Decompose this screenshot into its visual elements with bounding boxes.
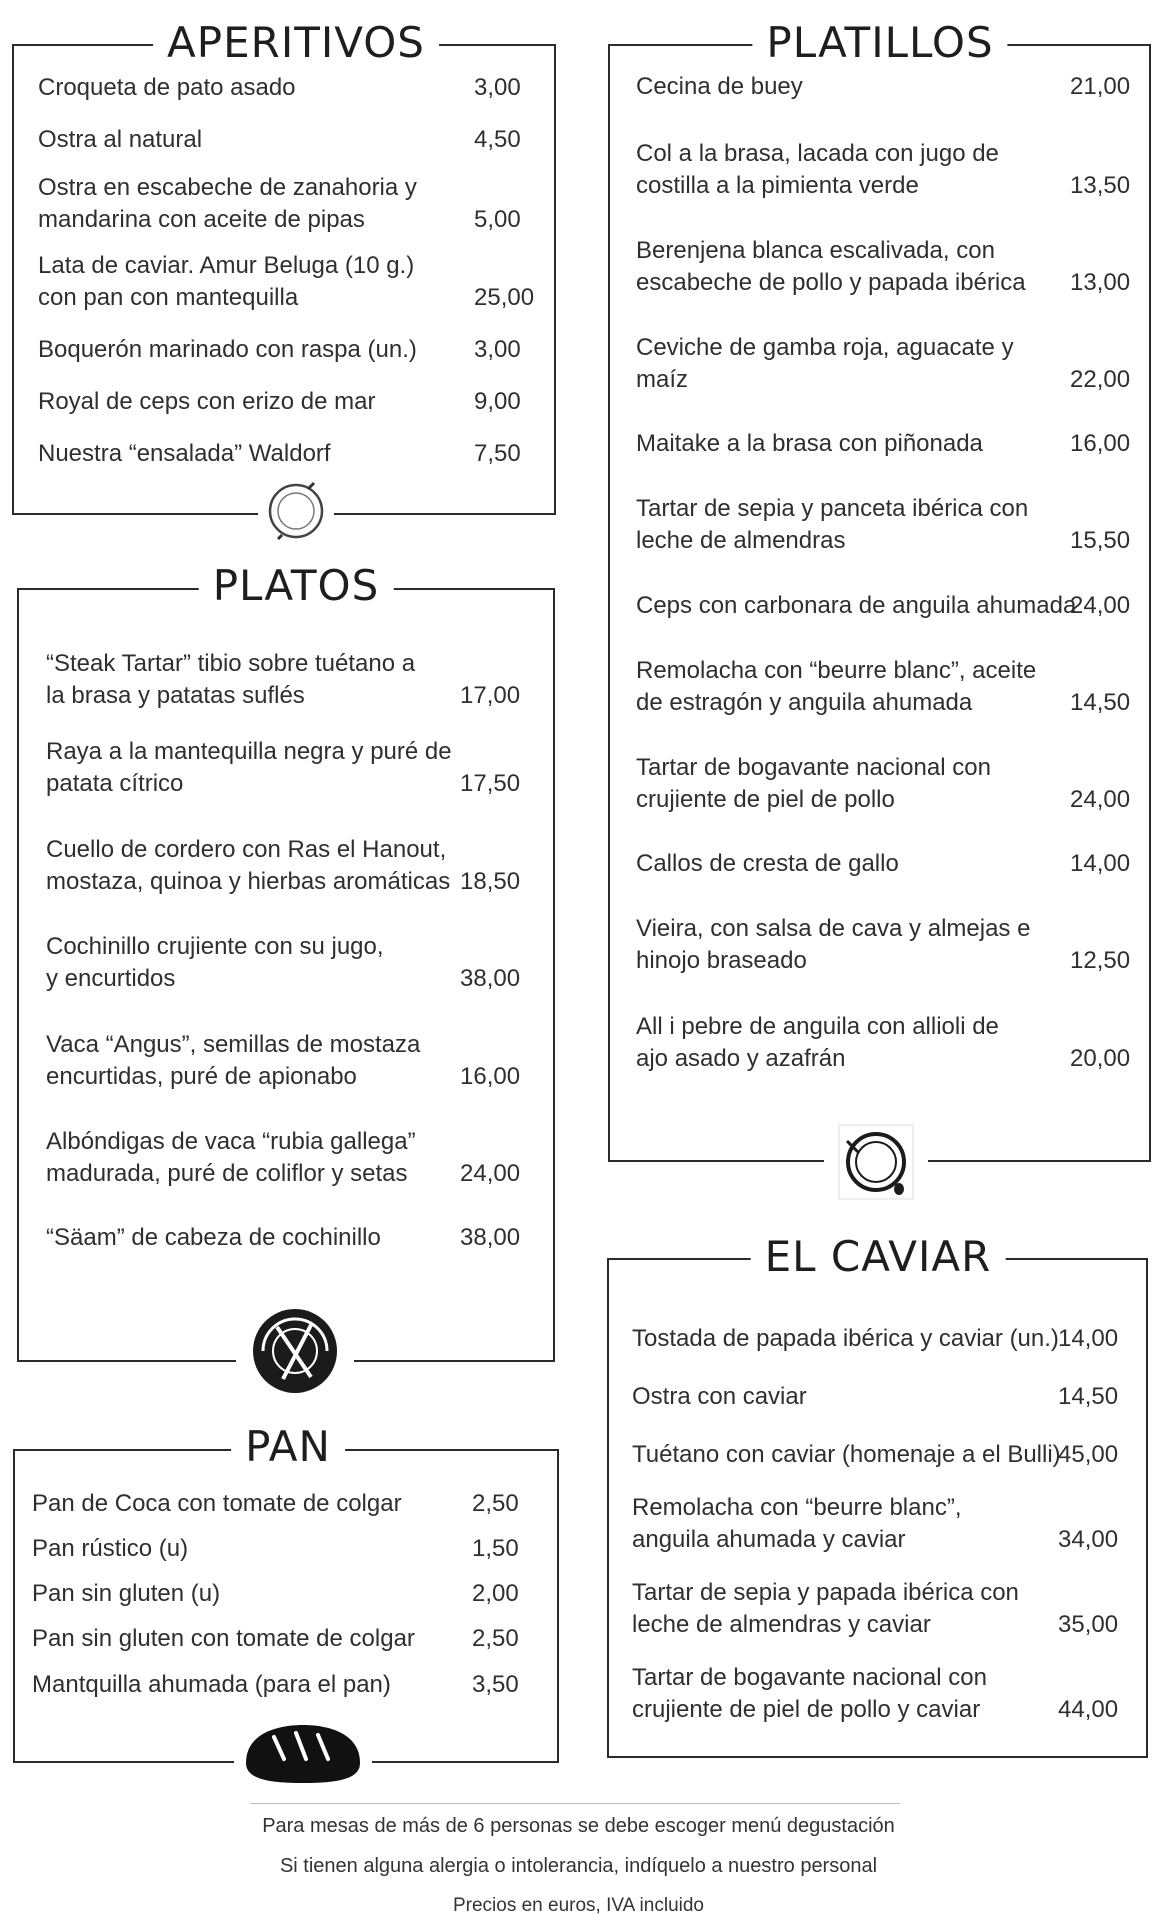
dish-name: Albóndigas de vaca “rubia gallega” madurada, puré de coliflor y setas — [46, 1128, 416, 1187]
dish-price: 24,00 — [460, 1160, 521, 1187]
platillos-menu-item — [636, 995, 1136, 1075]
dish-name: Cecina de buey — [636, 73, 803, 100]
platillos-title: PLATILLOS — [752, 22, 1007, 64]
dish-name: Remolacha con “beurre blanc”, aceite de estragón y anguila ahumada — [636, 657, 1037, 716]
dish-name: Tostada de papada ibérica y caviar (un.) — [632, 1325, 1059, 1352]
dish-price: 18,50 — [460, 868, 521, 895]
dish-price: 16,00 — [460, 1063, 521, 1090]
dish-name: Boquerón marinado con raspa (un.) — [38, 336, 417, 363]
dish-price: 14,50 — [1058, 1383, 1119, 1410]
dish-price: 14,00 — [1058, 1325, 1119, 1352]
dish-name: Croqueta de pato asado — [38, 74, 296, 101]
platillos-menu-item — [636, 219, 1136, 299]
dish-price: 14,00 — [1070, 850, 1131, 877]
dark-plate-cutlery-icon — [824, 1118, 928, 1206]
platos-menu-item — [46, 1013, 546, 1093]
dish-name: Maitake a la brasa con piñonada — [636, 430, 983, 457]
dish-price: 21,00 — [1070, 73, 1131, 100]
dish-name: Pan de Coca con tomate de colgar — [32, 1490, 402, 1517]
dish-price: 17,50 — [460, 770, 521, 797]
dish-price: 45,00 — [1058, 1441, 1119, 1468]
dish-price: 3,00 — [474, 74, 521, 101]
caviar-menu-item — [632, 1391, 1132, 1471]
dish-price: 9,00 — [474, 388, 521, 415]
platillos-menu-item — [636, 380, 1136, 460]
dish-name: Tartar de sepia y papada ibérica con leche de almendras y caviar — [632, 1579, 1019, 1638]
dish-name: Cuello de cordero con Ras el Hanout, mostaza, quinoa y hierbas aromáticas — [46, 836, 451, 895]
dish-name: Raya a la mantequilla negra y puré de patata cítrico — [46, 738, 452, 797]
dish-price: 44,00 — [1058, 1696, 1119, 1723]
dish-name: Tartar de sepia y panceta ibérica con leche de almendras — [636, 495, 1029, 554]
dish-price: 5,00 — [474, 206, 521, 233]
dish-name: Col a la brasa, lacada con jugo de costilla a la pimienta verde — [636, 140, 999, 199]
plate-fork-icon — [258, 478, 334, 544]
dish-name: All i pebre de anguila con allioli de ajo asado y azafrán — [636, 1013, 999, 1072]
dish-name: Pan sin gluten con tomate de colgar — [32, 1625, 415, 1652]
aperitivos-menu-item — [38, 76, 558, 156]
dish-price: 25,00 — [474, 284, 535, 311]
dish-name: Pan rústico (u) — [32, 1535, 189, 1562]
dish-name: Nuestra “ensalada” Waldorf — [38, 440, 331, 467]
dish-name: “Steak Tartar” tibio sobre tuétano a la brasa y patatas suflés — [46, 650, 416, 709]
dish-name: Vieira, con salsa de cava y almejas e hinojo braseado — [636, 915, 1031, 974]
footer-note-allergy: Si tienen alguna alergia o intolerancia, indíquelo a nuestro personal — [279, 1855, 878, 1877]
aperitivos-title: APERITIVOS — [153, 22, 439, 64]
dish-name: Tuétano con caviar (homenaje a el Bulli) — [632, 1441, 1061, 1468]
dish-name: Royal de ceps con erizo de mar — [38, 388, 376, 415]
dish-price: 38,00 — [460, 965, 521, 992]
dish-name: Lata de caviar. Amur Beluga (10 g.) con pan con mantequilla — [38, 252, 415, 311]
footer-note-group-size: Para mesas de más de 6 personas se debe escoger menú degustación — [262, 1815, 895, 1837]
dish-name: Callos de cresta de gallo — [636, 850, 899, 877]
dish-name: Ceps con carbonara de anguila ahumada — [636, 592, 1077, 619]
platos-menu-item — [46, 632, 546, 712]
dish-price: 13,50 — [1070, 172, 1131, 199]
aperitivos-menu-item — [38, 156, 558, 236]
dish-price: 22,00 — [1070, 366, 1131, 393]
dish-name: “Säam” de cabeza de cochinillo — [46, 1224, 381, 1251]
dish-price: 14,50 — [1070, 689, 1131, 716]
dish-price: 3,50 — [472, 1671, 519, 1698]
platos-title: PLATOS — [199, 565, 394, 607]
dish-price: 34,00 — [1058, 1526, 1119, 1553]
footer-divider — [250, 1803, 900, 1804]
dish-name: Tartar de bogavante nacional con crujiente de piel de pollo y caviar — [632, 1664, 987, 1723]
dish-name: Ostra al natural — [38, 126, 203, 153]
pan-menu-item — [32, 1621, 552, 1701]
dish-price: 24,00 — [1070, 592, 1131, 619]
dish-price: 2,00 — [472, 1580, 519, 1607]
dish-name: Ostra en escabeche de zanahoria y mandarina con aceite de pipas — [38, 174, 417, 233]
dish-price: 24,00 — [1070, 786, 1131, 813]
dish-name: Berenjena blanca escalivada, con escabeche de pollo y papada ibérica — [636, 237, 1026, 296]
plate-cutlery-icon — [236, 1305, 354, 1397]
dish-price: 4,50 — [474, 126, 521, 153]
dish-name: Ostra con caviar — [632, 1383, 807, 1410]
dish-name: Vaca “Angus”, semillas de mostaza encurtidas, puré de apionabo — [46, 1031, 421, 1090]
platos-menu-item — [46, 915, 546, 995]
platos-menu-item — [46, 1174, 546, 1254]
platillos-menu-item — [636, 897, 1136, 977]
bread-icon — [234, 1708, 372, 1800]
dish-price: 13,00 — [1070, 269, 1131, 296]
dish-name: Ceviche de gamba roja, aguacate y maíz — [636, 334, 1014, 393]
caviar-menu-item — [632, 1646, 1132, 1726]
aperitivos-menu-item — [38, 390, 558, 470]
dish-price: 3,00 — [474, 336, 521, 363]
dish-price: 2,50 — [472, 1625, 519, 1652]
dish-price: 12,50 — [1070, 947, 1131, 974]
platillos-menu-item — [636, 542, 1136, 622]
dish-name: Remolacha con “beurre blanc”, anguila ahumada y caviar — [632, 1494, 962, 1553]
dish-price: 7,50 — [474, 440, 521, 467]
caviar-menu-item — [632, 1476, 1132, 1556]
platillos-menu-item — [636, 23, 1136, 103]
dish-price: 2,50 — [472, 1490, 519, 1517]
dish-name: Mantquilla ahumada (para el pan) — [32, 1671, 391, 1698]
dish-price: 20,00 — [1070, 1045, 1131, 1072]
dish-price: 15,50 — [1070, 527, 1131, 554]
platos-menu-item — [46, 818, 546, 898]
dish-name: Tartar de bogavante nacional con crujiente de piel de pollo — [636, 754, 991, 813]
platos-menu-item — [46, 720, 546, 800]
pan-title: PAN — [231, 1426, 345, 1468]
dish-name: Pan sin gluten (u) — [32, 1580, 221, 1607]
platillos-menu-item — [636, 122, 1136, 202]
dish-price: 1,50 — [472, 1535, 519, 1562]
caviar-menu-item — [632, 1561, 1132, 1641]
dish-name: Cochinillo crujiente con su jugo, y encurtidos — [46, 933, 384, 992]
footer-note-prices: Precios en euros, IVA incluido — [452, 1895, 704, 1916]
dish-price: 17,00 — [460, 682, 521, 709]
platillos-menu-item — [636, 639, 1136, 719]
dish-price: 35,00 — [1058, 1611, 1119, 1638]
dish-price: 38,00 — [460, 1224, 521, 1251]
platillos-menu-item — [636, 800, 1136, 880]
caviar-title: EL CAVIAR — [751, 1236, 1006, 1278]
dish-price: 16,00 — [1070, 430, 1131, 457]
